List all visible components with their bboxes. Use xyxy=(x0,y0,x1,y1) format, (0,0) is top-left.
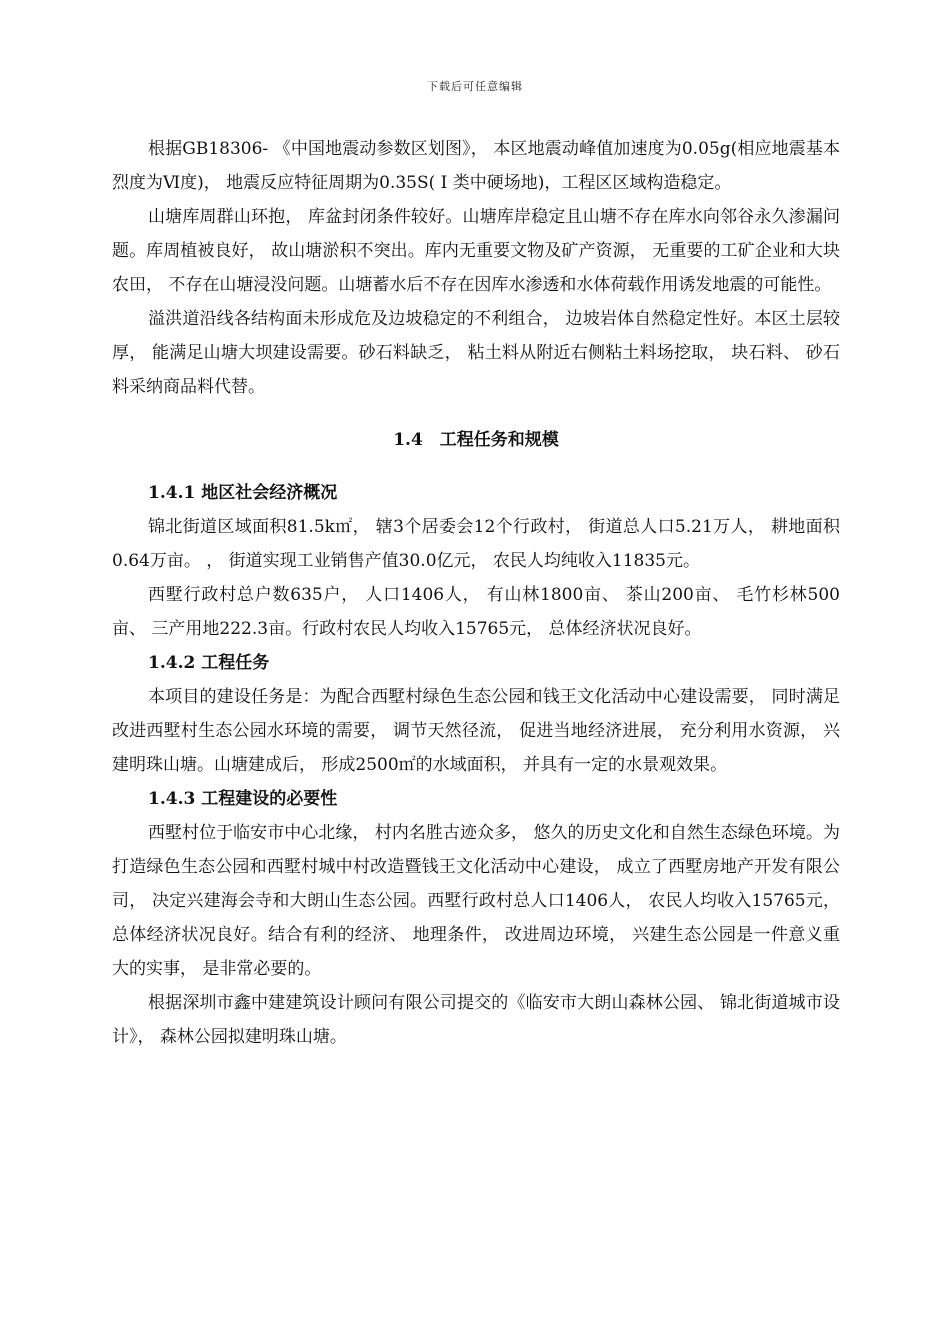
paragraph-design-basis: 根据深圳市鑫中建建筑设计顾问有限公司提交的《临安市大朗山森林公园、 锦北街道城市设计》， 森林公园拟建明珠山塘。 xyxy=(112,993,840,1047)
paragraph-necessity: 西墅村位于临安市中心北缘， 村内名胜古迹众多， 悠久的历史文化和自然生态绿色环境。为打造绿色生态公园和西墅村城中村改造暨钱王文化活动中心建设， 成立了西墅房地产开发有限公司， 决定兴建海会寺和大朗山生态公园。西墅行政村总人口1406人， 农民人均收入15765元， 总体经济状况良好。结合有利的经济、 地理条件， 改进周边环境， 兴建生态公园是一件意义重大的实事， 是非常必要的。 xyxy=(112,823,840,979)
paragraph-project-task: 本项目的建设任务是：为配合西墅村绿色生态公园和钱王文化活动中心建设需要， 同时满足改进西墅村生态公园水环境的需要， 调节天然径流， 促进当地经济进展， 充分利用水资源， 兴建明珠山塘。山塘建成后， 形成2500㎡的水域面积， 并具有一定的水景观效果。 xyxy=(112,687,840,775)
paragraph-village-overview: 西墅行政村总户数635户， 人口1406人， 有山林1800亩、 茶山200亩、 毛竹杉林500亩、 三产用地222.3亩。行政村农民人均收入15765元， 总体经济状况良好。 xyxy=(112,585,840,639)
paragraph-district-overview: 锦北街道区域面积81.5k㎡， 辖3个居委会12个行政村， 街道总人口5.21万人， 耕地面积0.64万亩。 ， 街道实现工业销售产值30.0亿元， 农民人均纯收入11835元。 xyxy=(112,517,840,571)
section-title-1-4: 1.4 工程任务和规模 xyxy=(393,430,559,450)
paragraph-reservoir: 山塘库周群山环抱， 库盆封闭条件较好。山塘库岸稳定且山塘不存在库水向邻谷永久渗漏问题。库周植被良好， 故山塘淤积不突出。库内无重要文物及矿产资源， 无重要的工矿企业和大块农田， 不存在山塘浸没问题。山塘蓄水后不存在因库水渗透和水体荷载作用诱发地震的可能性。 xyxy=(112,207,840,295)
subsection-title-1-4-3: 1.4.3 工程建设的必要性 xyxy=(148,789,338,809)
paragraph-spillway: 溢洪道沿线各结构面未形成危及边坡稳定的不利组合， 边坡岩体自然稳定性好。本区土层较厚， 能满足山塘大坝建设需要。砂石料缺乏， 粘土料从附近右侧粘土料场挖取， 块石料、 砂石料采纳商品料代替。 xyxy=(112,309,840,397)
subsection-title-1-4-2: 1.4.2 工程任务 xyxy=(148,653,270,673)
document-body xyxy=(112,132,840,1054)
page-header: 下载后可任意编辑 xyxy=(427,80,523,93)
subsection-title-1-4-1: 1.4.1 地区社会经济概况 xyxy=(148,483,338,503)
paragraph-seismic: 根据GB18306- 《中国地震动参数区划图》， 本区地震动峰值加速度为0.05g(相应地震基本烈度为Ⅵ度)， 地震反应特征周期为0.35S( Ⅰ 类中硬场地)，工程区区域构造稳定。 xyxy=(112,139,840,193)
